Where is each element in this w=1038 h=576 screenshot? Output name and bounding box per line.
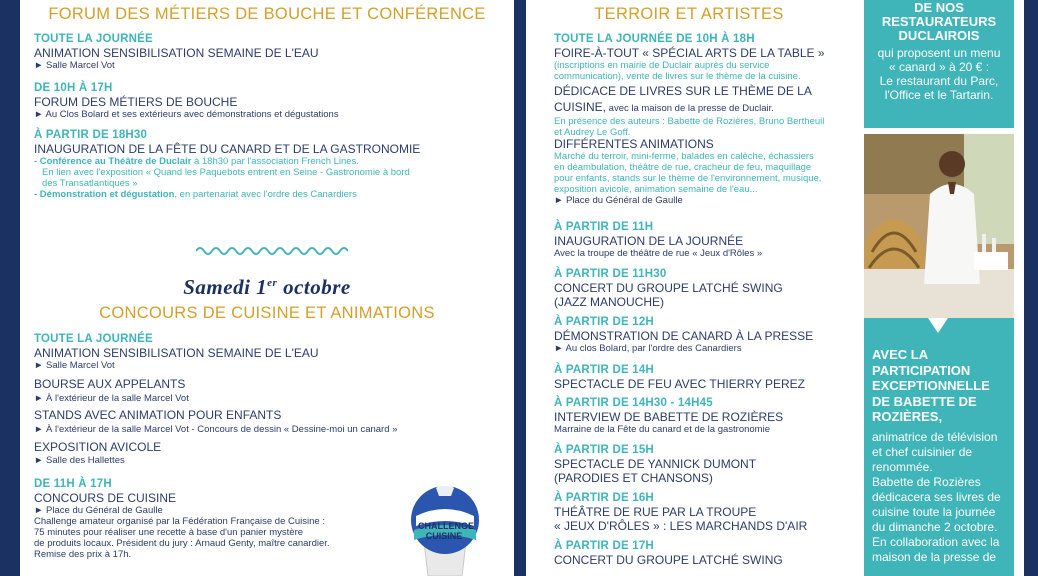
event-title: FOIRE-À-TOUT « SPÉCIAL ARTS DE LA TABLE » xyxy=(554,46,825,60)
event-block-feu xyxy=(554,364,850,391)
event-time-label: TOUTE LA JOURNÉE xyxy=(34,33,153,45)
middle-column xyxy=(526,0,852,576)
babette-text xyxy=(872,430,1014,565)
conference-text: à 18h30 par l'association French Lines. xyxy=(191,156,359,167)
event-block-animations xyxy=(554,137,850,206)
event-location: ► Salle Marcel Vot xyxy=(34,360,115,371)
text-line: Babette de Rozières xyxy=(872,475,981,489)
event-location: Avec la troupe de théâtre de rue « Jeux d'Rôles » xyxy=(554,248,763,259)
heading-line: DUCLAIROIS xyxy=(898,28,980,43)
text-line: En collaboration avec la xyxy=(872,535,1000,549)
arrow-down-icon xyxy=(928,318,948,333)
event-time-label: À PARTIR DE 12H xyxy=(554,316,654,328)
event-time-label: À PARTIR DE 18H30 xyxy=(34,129,148,141)
event-title: FORUM DES MÉTIERS DE BOUCHE xyxy=(34,95,238,109)
event-block-demonstration xyxy=(554,316,850,354)
event-time-label: À PARTIR DE 11H xyxy=(554,221,654,233)
text-line: animatrice de télévision xyxy=(872,430,998,444)
event-title: ANIMATION SENSIBILISATION SEMAINE DE L'EAU xyxy=(34,346,319,360)
day-heading xyxy=(20,275,514,300)
chef-photo xyxy=(864,134,1014,318)
demo-text: , en partenariat avec l'ordre des Canardiers xyxy=(174,189,357,200)
event-time-label: À PARTIR DE 14H xyxy=(554,364,654,376)
text-line: du dimanche 2 octobre. xyxy=(872,520,998,534)
event-note: Marché du terroir, mini-ferme, balades en calèche, échassiers xyxy=(554,151,814,162)
text-line: l'Office et le Tartarin. xyxy=(884,88,994,102)
heading-line: EXCEPTIONNELLE xyxy=(872,378,990,393)
event-block-concert-2 xyxy=(554,540,850,567)
event-note: (inscriptions en mairie de Duclair auprès du service xyxy=(554,60,770,71)
event-location: ► Place du Général de Gaulle xyxy=(34,505,163,516)
event-block-eau-2 xyxy=(34,333,319,371)
day-heading-tail: octobre xyxy=(277,275,351,299)
heading-line: DE NOS xyxy=(914,0,964,15)
babette-box xyxy=(864,318,1014,576)
event-location: ► Au Clos Bolard et ses extérieurs avec démonstrations et dégustations xyxy=(34,109,339,120)
text-line: et chef cuisinier de xyxy=(872,445,973,459)
heading-line: RESTAURATEURS xyxy=(881,14,997,29)
section-title-concours: CONCOURS DE CUISINE ET ANIMATIONS xyxy=(99,304,435,322)
event-title-cont: « JEUX D'RÔLES » : LES MARCHANDS D'AIR xyxy=(554,519,808,533)
event-title: STANDS AVEC ANIMATION POUR ENFANTS xyxy=(34,408,282,422)
event-title: SPECTACLE DE FEU AVEC THIERRY PEREZ xyxy=(554,377,805,391)
event-note: en déambulation, théâtre de rue, cracheur de feu, maquillage xyxy=(554,162,812,173)
event-title: CONCERT DU GROUPE LATCHÉ SWING xyxy=(554,281,783,295)
text-line: renommée. xyxy=(872,460,933,474)
event-block-forum xyxy=(34,82,339,120)
logo-text: CHALLENGE CUISINE xyxy=(418,521,474,541)
event-note: exposition avicole, animation semaine de l'eau... xyxy=(554,184,758,195)
event-title: DÉMONSTRATION DE CANARD À LA PRESSE xyxy=(554,329,814,343)
day-heading-sup: er xyxy=(267,277,278,289)
conference-label: - Conférence au Théâtre de Duclair xyxy=(34,156,192,167)
concours-desc-3: de produits locaux. Président du jury : Arnaud Genty, maître canardier. xyxy=(34,538,330,549)
concours-desc-2: 75 minutes pour réaliser une recette à base d'un panier mystère xyxy=(34,527,304,538)
event-note: pour enfants, stands sur le thème de l'environnement, musique, xyxy=(554,173,822,184)
event-time-label: DE 11H À 17H xyxy=(34,478,112,490)
text-line: dédicacera ses livres de xyxy=(872,490,1001,504)
text-line: « canard » à 20 € : xyxy=(888,60,990,74)
heading-line: AVEC LA xyxy=(872,347,929,362)
event-note: En présence des auteurs : Babette de Rozières, Bruno Bertheuil xyxy=(554,116,825,127)
concours-desc-1: Challenge amateur organisé par la Fédération Française de Cuisine : xyxy=(34,516,325,527)
event-location: ► Salle des Hallettes xyxy=(34,455,125,466)
event-title: INAUGURATION DE LA JOURNÉE xyxy=(554,234,744,248)
wave-divider xyxy=(196,244,348,258)
event-note: communication), vente de livres sur le thème de la cuisine. xyxy=(554,71,801,82)
event-time-label: À PARTIR DE 17H xyxy=(554,540,654,552)
event-title: DÉDICACE DE LIVRES SUR LE THÈME DE LA xyxy=(554,84,812,98)
text-line: qui proposent un menu xyxy=(877,46,1001,60)
event-desc: avec la maison de la presse de Duclair. xyxy=(606,103,774,114)
event-title-cont: (PARODIES ET CHANSONS) xyxy=(554,471,713,485)
event-location: ► À l'extérieur de la salle Marcel Vot - Concours de dessin « Dessine-moi un canard » xyxy=(34,424,398,435)
left-column xyxy=(20,0,514,576)
restaurateurs-text xyxy=(864,46,1014,102)
event-location: ► Place du Général de Gaulle xyxy=(554,195,683,206)
heading-line: ROZIÈRES, xyxy=(872,409,943,424)
event-location: ► À l'extérieur de la salle Marcel Vot xyxy=(34,393,189,404)
event-title: BOURSE AUX APPELANTS xyxy=(34,377,186,391)
event-title-cont: (JAZZ MANOUCHE) xyxy=(554,295,664,309)
event-title: INTERVIEW DE BABETTE DE ROZIÈRES xyxy=(554,410,784,424)
event-block-concours xyxy=(34,478,330,560)
right-border xyxy=(1024,0,1038,576)
event-block-stands xyxy=(34,408,397,435)
demo-label: - Démonstration et dégustation xyxy=(34,189,175,200)
event-block-spectacle xyxy=(554,444,850,485)
column-gutter xyxy=(514,0,526,576)
event-block-dedicace xyxy=(554,84,850,138)
section-title-terroir: TERROIR ET ARTISTES xyxy=(594,5,784,23)
event-block-interview xyxy=(554,397,850,435)
event-title: CONCOURS DE CUISINE xyxy=(34,491,177,505)
heading-line: PARTICIPATION xyxy=(872,362,971,378)
event-location: ► Salle Marcel Vot xyxy=(34,60,115,71)
section-title-forum: FORUM DES MÉTIERS DE BOUCHE ET CONFÉRENCE xyxy=(48,5,486,23)
event-block-theatre xyxy=(554,492,850,533)
babette-heading xyxy=(872,347,1012,425)
event-time-label: À PARTIR DE 14H30 - 14H45 xyxy=(554,397,713,409)
text-line: Le restaurant du Parc, xyxy=(879,74,999,88)
event-desc: Marraine de la Fête du canard et de la gastronomie xyxy=(554,424,770,435)
event-block-inauguration-journee xyxy=(554,221,850,259)
concours-desc-4: Remise des prix à 17h. xyxy=(34,549,132,560)
exposition-text-cont: des Transatlantiques » xyxy=(42,178,138,189)
day-heading-text: Samedi 1 xyxy=(183,275,268,299)
event-time-label: À PARTIR DE 11H30 xyxy=(554,268,667,280)
event-title: EXPOSITION AVICOLE xyxy=(34,440,162,454)
restaurateurs-box xyxy=(864,0,1014,128)
text-line: cuisine toute la journée xyxy=(872,505,996,519)
restaurateurs-heading xyxy=(864,0,1014,43)
event-title: ANIMATION SENSIBILISATION SEMAINE DE L'EAU xyxy=(34,46,319,60)
event-block-avicole xyxy=(34,440,161,466)
event-title: THÉÂTRE DE RUE PAR LA TROUPE xyxy=(554,505,757,519)
right-column xyxy=(852,0,1024,576)
text-line: maison de la presse de xyxy=(872,550,997,564)
event-time-label: TOUTE LA JOURNÉE xyxy=(34,333,153,345)
event-block-foire xyxy=(554,33,850,82)
event-time-label: TOUTE LA JOURNÉE DE 10H À 18H xyxy=(554,33,755,45)
event-block-concert-1 xyxy=(554,268,850,309)
event-time-label: À PARTIR DE 16H xyxy=(554,492,654,504)
event-location: ► Au clos Bolard, par l'ordre des Canardiers xyxy=(554,343,742,354)
event-block-inauguration xyxy=(34,129,420,200)
event-time-label: DE 10H À 17H xyxy=(34,82,113,94)
event-title: INAUGURATION DE LA FÊTE DU CANARD ET DE LA GASTRONOMIE xyxy=(34,142,421,156)
event-title: CONCERT DU GROUPE LATCHÉ SWING xyxy=(554,553,783,567)
event-title: SPECTACLE DE YANNICK DUMONT xyxy=(554,457,757,471)
event-title: DIFFÉRENTES ANIMATIONS xyxy=(554,137,714,151)
left-border xyxy=(0,0,20,576)
event-block-bourse xyxy=(34,377,189,404)
event-time-label: À PARTIR DE 15H xyxy=(554,444,654,456)
exposition-text: En lien avec l'exposition « Quand les Paquebots entrent en Seine - Gastronomie à bord xyxy=(42,167,410,178)
event-block-eau xyxy=(34,33,319,71)
event-note: et Audrey Le Goff. xyxy=(554,127,631,138)
event-title-cont: CUISINE, xyxy=(554,100,607,114)
heading-line: DE BABETTE DE xyxy=(872,393,977,409)
